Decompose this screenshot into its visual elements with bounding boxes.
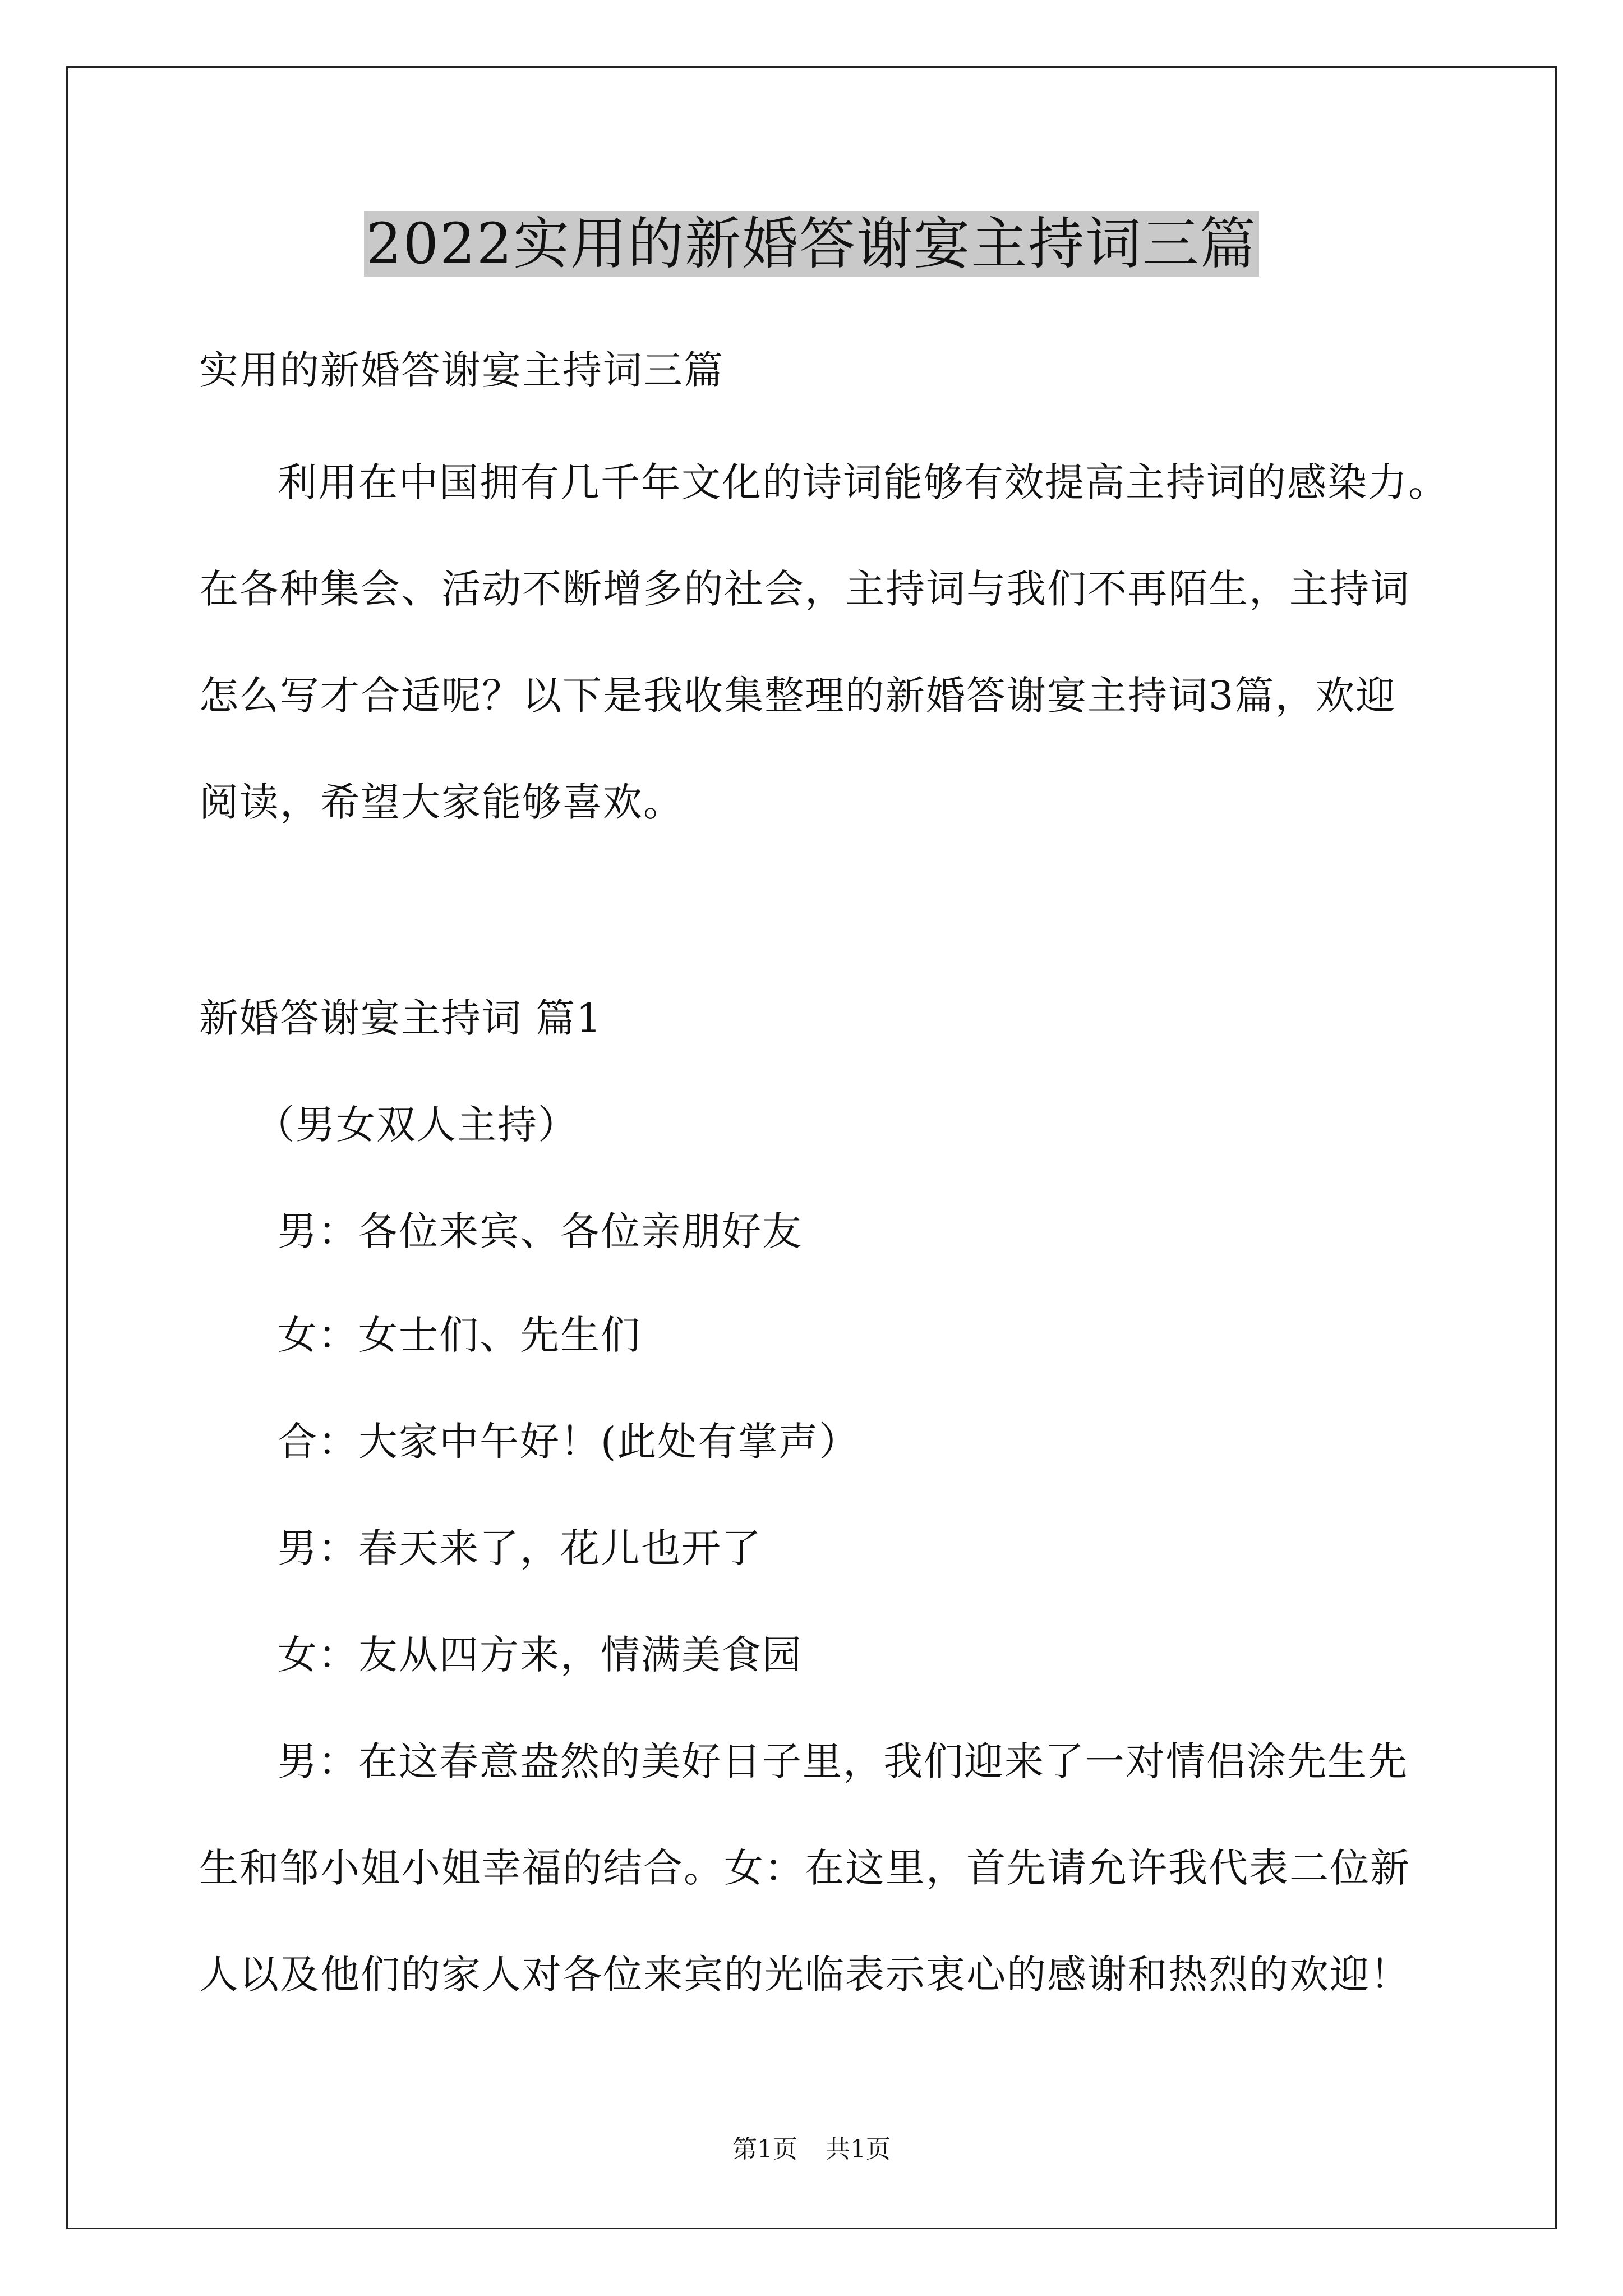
intro-line: 阅读，希望大家能够喜欢。 bbox=[199, 779, 684, 825]
section-heading: 新婚答谢宴主持词 篇1 bbox=[199, 995, 602, 1041]
script-line: 男：在这春意盎然的美好日子里，我们迎来了一对情侣涂先生先 bbox=[278, 1738, 1408, 1784]
intro-line: 利用在中国拥有几千年文化的诗词能够有效提高主持词的感染力。 bbox=[278, 459, 1449, 505]
script-line: 合：大家中午好！(此处有掌声） bbox=[278, 1419, 860, 1465]
page-number: 第1页 bbox=[732, 2135, 797, 2164]
document-title-text: 2022实用的新婚答谢宴主持词三篇 bbox=[364, 211, 1260, 277]
intro-line: 在各种集会、活动不断增多的社会，主持词与我们不再陌生，主持词 bbox=[199, 566, 1410, 612]
script-line: 男：各位来宾、各位亲朋好友 bbox=[278, 1208, 803, 1254]
script-line: 女：友从四方来，情满美食园 bbox=[278, 1632, 803, 1678]
script-line: 女：女士们、先生们 bbox=[278, 1312, 641, 1358]
script-line: 男：春天来了，花儿也开了 bbox=[278, 1525, 762, 1571]
intro-line: 怎么写才合适呢？以下是我收集整理的新婚答谢宴主持词3篇，欢迎 bbox=[199, 673, 1396, 719]
page-footer bbox=[0, 2133, 1623, 2166]
page-total: 共1页 bbox=[826, 2135, 891, 2164]
script-line: （男女双人主持） bbox=[255, 1102, 578, 1148]
subtitle: 实用的新婚答谢宴主持词三篇 bbox=[199, 347, 724, 393]
script-line: 人以及他们的家人对各位来宾的光临表示衷心的感谢和热烈的欢迎！ bbox=[199, 1952, 1410, 1998]
script-line: 生和邹小姐小姐幸福的结合。女：在这里，首先请允许我代表二位新 bbox=[199, 1845, 1410, 1891]
document-title bbox=[0, 202, 1623, 286]
